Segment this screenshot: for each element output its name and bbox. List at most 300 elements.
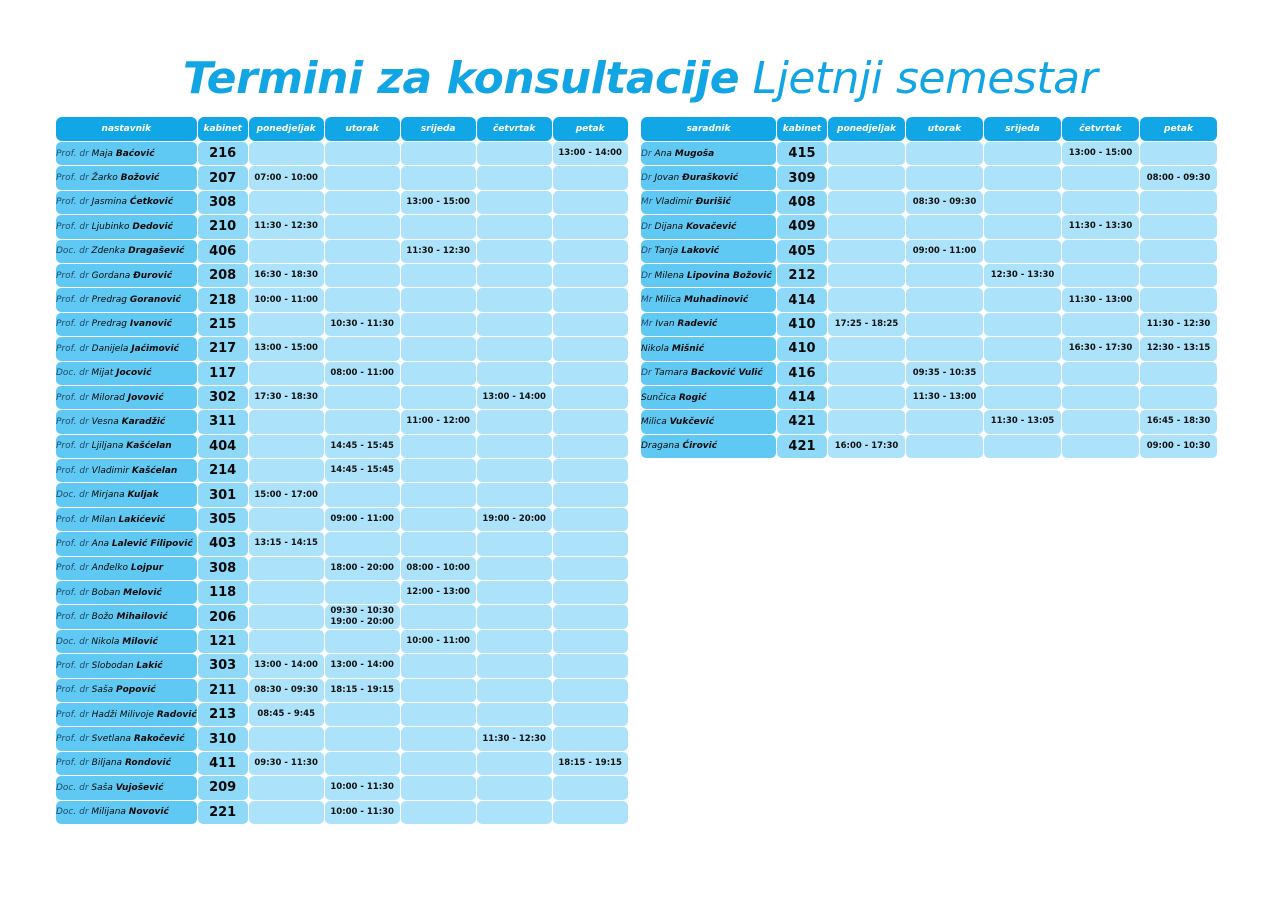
office-number: 302 [198,386,248,409]
table-row [641,435,1217,458]
office-number: 411 [198,752,248,775]
consultation-time [249,313,324,336]
consultation-time: 13:00 - 14:00 [477,386,552,409]
consultation-time: 18:15 - 19:15 [325,679,400,702]
consultation-time: 08:45 - 9:45 [249,703,324,726]
table-row [641,142,1217,165]
consultation-time [249,557,324,580]
staff-name-cell [641,313,776,336]
staff-name-cell [56,288,197,311]
first-name: Sunčica [641,392,677,403]
consultation-time: 18:15 - 19:15 [553,752,628,775]
office-number: 212 [777,264,827,287]
consultation-time [1062,386,1139,409]
consultation-time [828,166,905,189]
academic-title: Prof. dr [56,685,89,696]
first-name: Saša [91,782,113,793]
consultation-time [477,166,552,189]
consultation-time [325,703,400,726]
consultation-time: 11:00 - 12:00 [401,410,476,433]
column-header: petak [1140,117,1217,141]
last-name: Radević [677,319,718,330]
staff-name-cell [56,752,197,775]
last-name: Đurašković [682,173,739,184]
consultation-time [553,386,628,409]
first-name: Jovan [654,173,680,184]
last-name: Karadžić [121,416,166,427]
consultation-time [553,557,628,580]
staff-name-cell [56,191,197,214]
table-row [641,410,1217,433]
consultation-time: 09:35 - 10:35 [906,362,983,385]
table-row [56,654,628,677]
consultation-time [1140,264,1217,287]
table-row [641,386,1217,409]
academic-title: Dr [641,246,652,257]
first-name: Nikola [641,343,669,354]
consultation-time [984,288,1061,311]
staff-name-cell [56,410,197,433]
consultation-time: 09:30 - 11:30 [249,752,324,775]
last-name: Ivanović [129,319,173,330]
consultation-time: 14:45 - 15:45 [325,435,400,458]
office-number: 218 [198,288,248,311]
consultation-time [1140,386,1217,409]
consultation-time [828,386,905,409]
last-name: Laković [681,246,720,257]
consultation-time: 13:00 - 14:00 [325,654,400,677]
table-row [56,776,628,799]
staff-name-cell [641,288,776,311]
consultation-time [1062,264,1139,287]
column-header: ponedjeljak [249,117,324,141]
staff-name-cell [641,166,776,189]
staff-name-cell [641,362,776,385]
consultation-time [249,605,324,628]
title-semester: Ljetnji semestar [752,53,1098,104]
office-number: 403 [198,532,248,555]
table-row [56,557,628,580]
table-row [56,313,628,336]
consultation-time: 13:00 - 14:00 [249,654,324,677]
last-name: Lalević Filipović [111,538,193,549]
table-row [641,362,1217,385]
staff-name-cell [56,557,197,580]
consultation-time: 12:30 - 13:30 [984,264,1061,287]
last-name: Kovačević [686,221,737,232]
first-name: Tanja [654,246,679,257]
consultation-time [401,654,476,677]
consultation-time: 08:30 - 09:30 [249,679,324,702]
consultation-time [325,166,400,189]
office-number: 121 [198,630,248,653]
last-name: Lipovina Božović [686,270,772,281]
last-name: Lakić [136,660,163,671]
column-header: utorak [906,117,983,141]
consultation-time [477,630,552,653]
column-header: utorak [325,117,400,141]
consultation-time [249,630,324,653]
consultation-time [249,410,324,433]
academic-title: Prof. dr [56,612,89,623]
staff-name-cell [56,679,197,702]
staff-name-cell [56,630,197,653]
consultation-time [553,337,628,360]
consultation-time [553,727,628,750]
office-number: 308 [198,557,248,580]
consultation-time: 15:00 - 17:00 [249,483,324,506]
consultation-time: 08:00 - 10:00 [401,557,476,580]
consultation-time [1062,166,1139,189]
consultation-time: 14:45 - 15:45 [325,459,400,482]
consultation-time [1062,435,1139,458]
consultation-time [401,776,476,799]
consultation-time: 10:00 - 11:00 [401,630,476,653]
consultation-time: 10:00 - 11:00 [249,288,324,311]
office-number: 410 [777,313,827,336]
table-row [641,288,1217,311]
table-row [56,679,628,702]
consultation-time: 17:30 - 18:30 [249,386,324,409]
consultation-time [1062,313,1139,336]
staff-name-cell [641,264,776,287]
consultation-time [477,581,552,604]
academic-title: Prof. dr [56,563,89,574]
academic-title: Prof. dr [56,465,89,476]
consultation-time [828,191,905,214]
academic-title: Prof. dr [56,173,89,184]
office-number: 405 [777,240,827,263]
consultation-time [906,264,983,287]
office-number: 208 [198,264,248,287]
last-name: Goranović [129,295,181,306]
consultation-time: 13:00 - 15:00 [249,337,324,360]
table-row [56,532,628,555]
consultation-time [906,166,983,189]
consultation-time [401,142,476,165]
table-row [56,142,628,165]
consultation-time [477,240,552,263]
consultation-time [553,679,628,702]
consultation-time [553,654,628,677]
office-number: 404 [198,435,248,458]
column-header: četvrtak [1062,117,1139,141]
consultation-time [249,581,324,604]
last-name: Božović [120,173,160,184]
consultation-time [553,313,628,336]
table-row [56,508,628,531]
column-header: kabinet [777,117,827,141]
consultation-time: 16:30 - 18:30 [249,264,324,287]
last-name: Novović [128,807,169,818]
first-name: Dragana [641,441,680,452]
consultation-time [1140,288,1217,311]
consultation-time [984,362,1061,385]
first-name: Anđelko [91,563,128,574]
consultation-time [984,142,1061,165]
consultation-time [553,483,628,506]
column-header: ponedjeljak [828,117,905,141]
consultation-time [401,386,476,409]
assistants-schedule-table [640,116,1218,459]
consultation-time [477,752,552,775]
first-name: Danijela [91,343,129,354]
column-header: kabinet [198,117,248,141]
column-header: srijeda [401,117,476,141]
academic-title: Doc. dr [56,636,89,647]
office-number: 213 [198,703,248,726]
office-number: 409 [777,215,827,238]
staff-name-cell [56,166,197,189]
table-row [641,191,1217,214]
consultation-time [553,703,628,726]
staff-name-cell [56,313,197,336]
academic-title: Mr [641,197,653,208]
first-name: Milica [641,416,667,427]
academic-title: Prof. dr [56,758,89,769]
table-row [56,605,628,628]
first-name: Zdenka [91,246,126,257]
first-name: Nikola [91,636,120,647]
office-number: 309 [777,166,827,189]
first-name: Vladimir [655,197,693,208]
table-row [56,240,628,263]
consultation-time [325,240,400,263]
consultation-time [401,532,476,555]
first-name: Milijana [91,807,126,818]
first-name: Milorad [91,392,125,403]
consultation-time [828,240,905,263]
staff-name-cell [641,410,776,433]
consultation-time [828,264,905,287]
consultation-time [553,288,628,311]
academic-title: Dr [641,148,652,159]
consultation-time [249,191,324,214]
table-row [56,166,628,189]
consultation-time [477,557,552,580]
first-name: Predrag [91,295,127,306]
academic-title: Prof. dr [56,709,89,720]
academic-title: Prof. dr [56,514,89,525]
consultation-time [401,215,476,238]
table-row [641,264,1217,287]
academic-title: Prof. dr [56,270,89,281]
office-number: 311 [198,410,248,433]
consultation-time [906,435,983,458]
first-name: Tamara [654,368,689,379]
consultation-time [477,288,552,311]
academic-title: Dr [641,173,652,184]
consultation-time: 11:30 - 13:05 [984,410,1061,433]
consultation-time [984,215,1061,238]
consultation-time: 09:00 - 11:00 [325,508,400,531]
staff-name-cell [641,142,776,165]
consultation-time [249,435,324,458]
table-row [56,727,628,750]
table-row [56,386,628,409]
staff-name-cell [56,142,197,165]
table-row [56,288,628,311]
first-name: Milan [91,514,116,525]
staff-name-cell [641,240,776,263]
office-number: 206 [198,605,248,628]
consultation-time [401,313,476,336]
consultation-time [401,752,476,775]
page-title [0,52,1280,106]
consultation-time: 08:00 - 11:00 [325,362,400,385]
office-number: 217 [198,337,248,360]
table-row [56,483,628,506]
consultation-time [477,703,552,726]
consultation-time [477,435,552,458]
consultation-time [553,240,628,263]
title-main: Termini za konsultacije [182,53,740,104]
consultation-time: 10:30 - 11:30 [325,313,400,336]
table-row [641,313,1217,336]
office-number: 221 [198,801,248,824]
consultation-time [477,142,552,165]
consultation-time: 13:00 - 14:00 [553,142,628,165]
consultation-time [325,581,400,604]
table-header-row [56,117,628,141]
table-row [641,215,1217,238]
consultation-time: 08:30 - 09:30 [906,191,983,214]
staff-name-cell [56,654,197,677]
last-name: Vujošević [115,782,164,793]
last-name: Popović [115,685,156,696]
table-row [56,362,628,385]
consultation-time [1062,240,1139,263]
table-row [641,166,1217,189]
office-number: 421 [777,435,827,458]
consultation-time [401,435,476,458]
consultation-time [1140,142,1217,165]
consultation-time [325,288,400,311]
last-name: Jaćimović [131,343,179,354]
consultation-time [477,654,552,677]
first-name: Ana [654,148,672,159]
consultation-time: 13:00 - 15:00 [1062,142,1139,165]
last-name: Lojpur [130,563,164,574]
last-name: Mugoša [674,148,715,159]
academic-title: Dr [641,221,652,232]
last-name: Dedović [132,221,173,232]
column-header: nastavnik [56,117,197,141]
consultation-time: 09:00 - 11:00 [906,240,983,263]
office-number: 301 [198,483,248,506]
first-name: Mijat [91,368,114,379]
staff-name-cell [56,508,197,531]
last-name: Ćetković [129,197,174,208]
first-name: Dijana [654,221,684,232]
office-number: 310 [198,727,248,750]
staff-name-cell [56,362,197,385]
last-name: Radović [156,709,197,720]
consultation-time [553,508,628,531]
consultation-time [477,679,552,702]
consultation-time [401,459,476,482]
staff-name-cell [56,435,197,458]
consultation-time [906,288,983,311]
consultation-time [553,191,628,214]
academic-title: Prof. dr [56,221,89,232]
first-name: Slobodan [91,660,134,671]
office-number: 408 [777,191,827,214]
academic-title: Prof. dr [56,148,89,159]
consultation-time: 10:00 - 11:30 [325,776,400,799]
consultation-time: 11:30 - 12:30 [477,727,552,750]
academic-title: Prof. dr [56,392,89,403]
consultation-time [553,776,628,799]
table-row [56,801,628,824]
first-name: Milica [655,295,682,306]
first-name: Biljana [91,758,123,769]
staff-name-cell [641,191,776,214]
office-number: 303 [198,654,248,677]
consultation-time [249,776,324,799]
consultation-time: 11:30 - 12:30 [249,215,324,238]
consultation-time [828,288,905,311]
consultation-time: 17:25 - 18:25 [828,313,905,336]
first-name: Ljiljana [91,441,124,452]
consultation-time [828,410,905,433]
table-row [56,752,628,775]
consultation-time [1062,410,1139,433]
academic-title: Doc. dr [56,368,89,379]
consultation-time [553,630,628,653]
office-number: 118 [198,581,248,604]
table-row [56,581,628,604]
consultation-time [553,581,628,604]
office-number: 216 [198,142,248,165]
consultation-time: 07:00 - 10:00 [249,166,324,189]
consultation-time [828,337,905,360]
table-row [56,459,628,482]
consultation-time: 16:30 - 17:30 [1062,337,1139,360]
consultation-time [249,508,324,531]
last-name: Kašćelan [126,441,172,452]
consultation-time [249,142,324,165]
consultation-time [401,166,476,189]
office-number: 415 [777,142,827,165]
consultation-time: 12:00 - 13:00 [401,581,476,604]
office-number: 421 [777,410,827,433]
consultation-time: 11:30 - 13:00 [1062,288,1139,311]
consultation-time [828,362,905,385]
consultation-time [553,215,628,238]
consultation-time [325,410,400,433]
first-name: Milena [654,270,685,281]
academic-title: Mr [641,295,653,306]
first-name: Saša [91,685,114,696]
table-row [56,215,628,238]
consultation-time [401,801,476,824]
consultation-time [1062,191,1139,214]
consultation-time: 16:00 - 17:30 [828,435,905,458]
last-name: Melović [123,587,162,598]
consultation-time [906,313,983,336]
professors-schedule-table [55,116,629,825]
consultation-time [553,410,628,433]
staff-name-cell [641,435,776,458]
staff-name-cell [56,215,197,238]
consultation-time [553,605,628,628]
last-name: Backović Vulić [690,368,763,379]
last-name: Ćirović [682,441,718,452]
consultation-time [325,630,400,653]
table-row [56,337,628,360]
consultation-time [325,337,400,360]
